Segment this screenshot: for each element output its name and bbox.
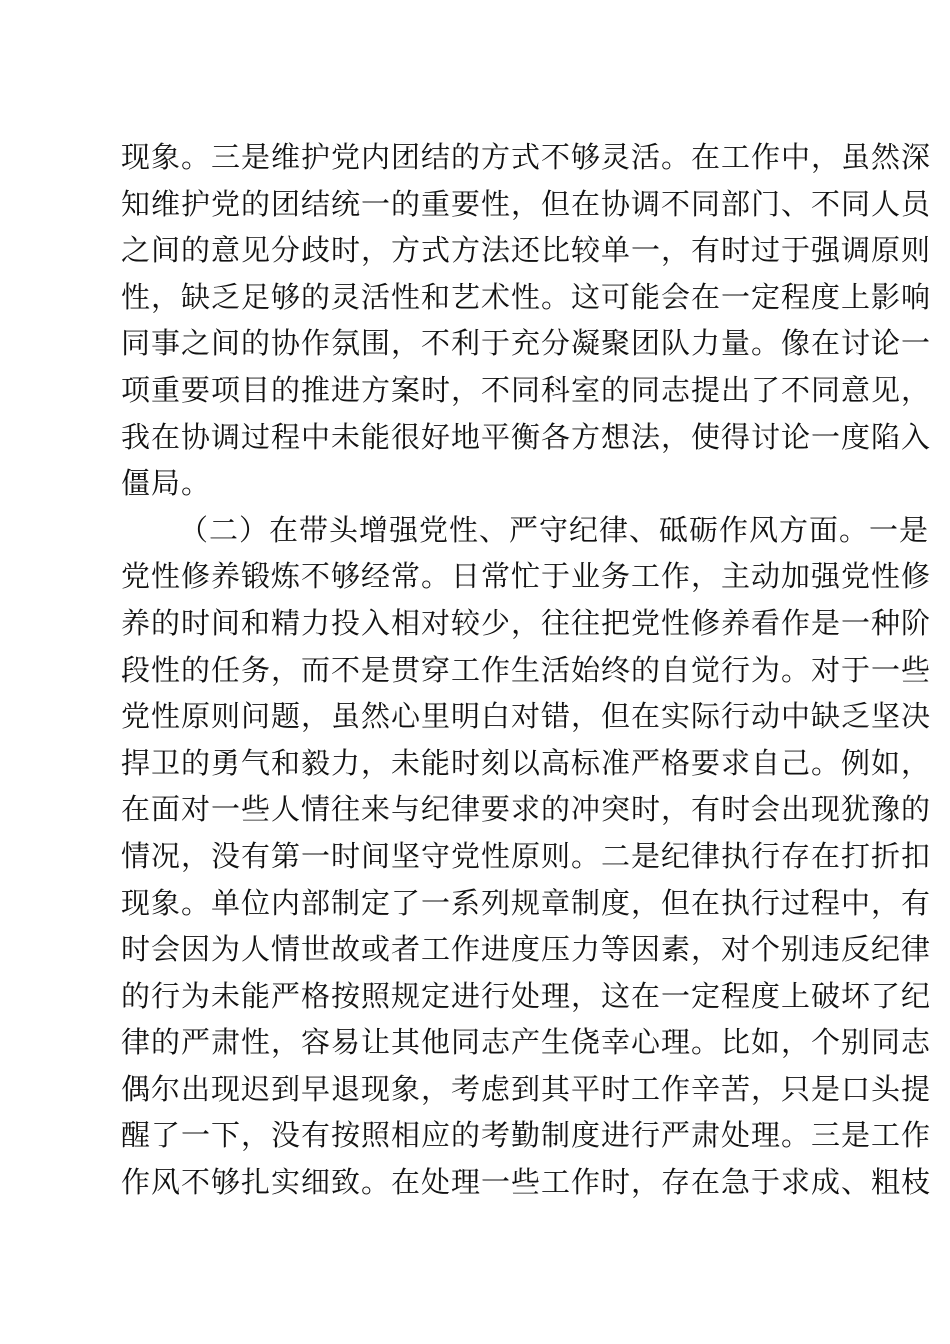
text-line: 时会因为人情世故或者工作进度压力等因素，对个别违反纪律	[121, 932, 932, 967]
text-line: 偶尔出现迟到早退现象，考虑到其平时工作辛苦，只是口头提	[121, 1071, 932, 1106]
text-line: 在面对一些人情往来与纪律要求的冲突时，有时会出现犹豫的	[121, 792, 932, 827]
text-line: 律的严肃性，容易让其他同志产生侥幸心理。比如，个别同志	[121, 1025, 932, 1060]
body-text	[121, 134, 932, 1206]
section-heading-line: （二）在带头增强党性、严守纪律、砥砺作风方面。一是	[179, 512, 930, 547]
text-line: 同事之间的协作氛围，不利于充分凝聚团队力量。像在讨论一	[121, 326, 932, 361]
text-line: 作风不够扎实细致。在处理一些工作时，存在急于求成、粗枝	[121, 1165, 932, 1200]
text-line: 项重要项目的推进方案时，不同科室的同志提出了不同意见，	[121, 372, 932, 407]
text-line: 段性的任务，而不是贯穿工作生活始终的自觉行为。对于一些	[121, 652, 932, 687]
text-line: 之间的意见分歧时，方式方法还比较单一，有时过于强调原则	[121, 233, 932, 268]
text-line: 捍卫的勇气和毅力，未能时刻以高标准严格要求自己。例如，	[121, 745, 932, 780]
text-line: 性，缺乏足够的灵活性和艺术性。这可能会在一定程度上影响	[121, 279, 932, 314]
text-line: 的行为未能严格按照规定进行处理，这在一定程度上破坏了纪	[121, 978, 932, 1013]
text-line: 现象。单位内部制定了一系列规章制度，但在执行过程中，有	[121, 885, 932, 920]
text-line: 僵局。	[121, 466, 212, 501]
text-line: 知维护党的团结统一的重要性，但在协调不同部门、不同人员	[121, 186, 932, 221]
text-line: 养的时间和精力投入相对较少，往往把党性修养看作是一种阶	[121, 605, 932, 640]
text-line: 现象。三是维护党内团结的方式不够灵活。在工作中，虽然深	[121, 140, 932, 174]
text-line: 党性原则问题，虽然心里明白对错，但在实际行动中缺乏坚决	[121, 699, 932, 734]
text-line: 情况，没有第一时间坚守党性原则。二是纪律执行存在打折扣	[121, 838, 932, 873]
text-line: 党性修养锻炼不够经常。日常忙于业务工作，主动加强党性修	[121, 559, 932, 594]
text-line: 我在协调过程中未能很好地平衡各方想法，使得讨论一度陷入	[121, 419, 932, 454]
text-line: 醒了一下，没有按照相应的考勤制度进行严肃处理。三是工作	[121, 1118, 932, 1153]
